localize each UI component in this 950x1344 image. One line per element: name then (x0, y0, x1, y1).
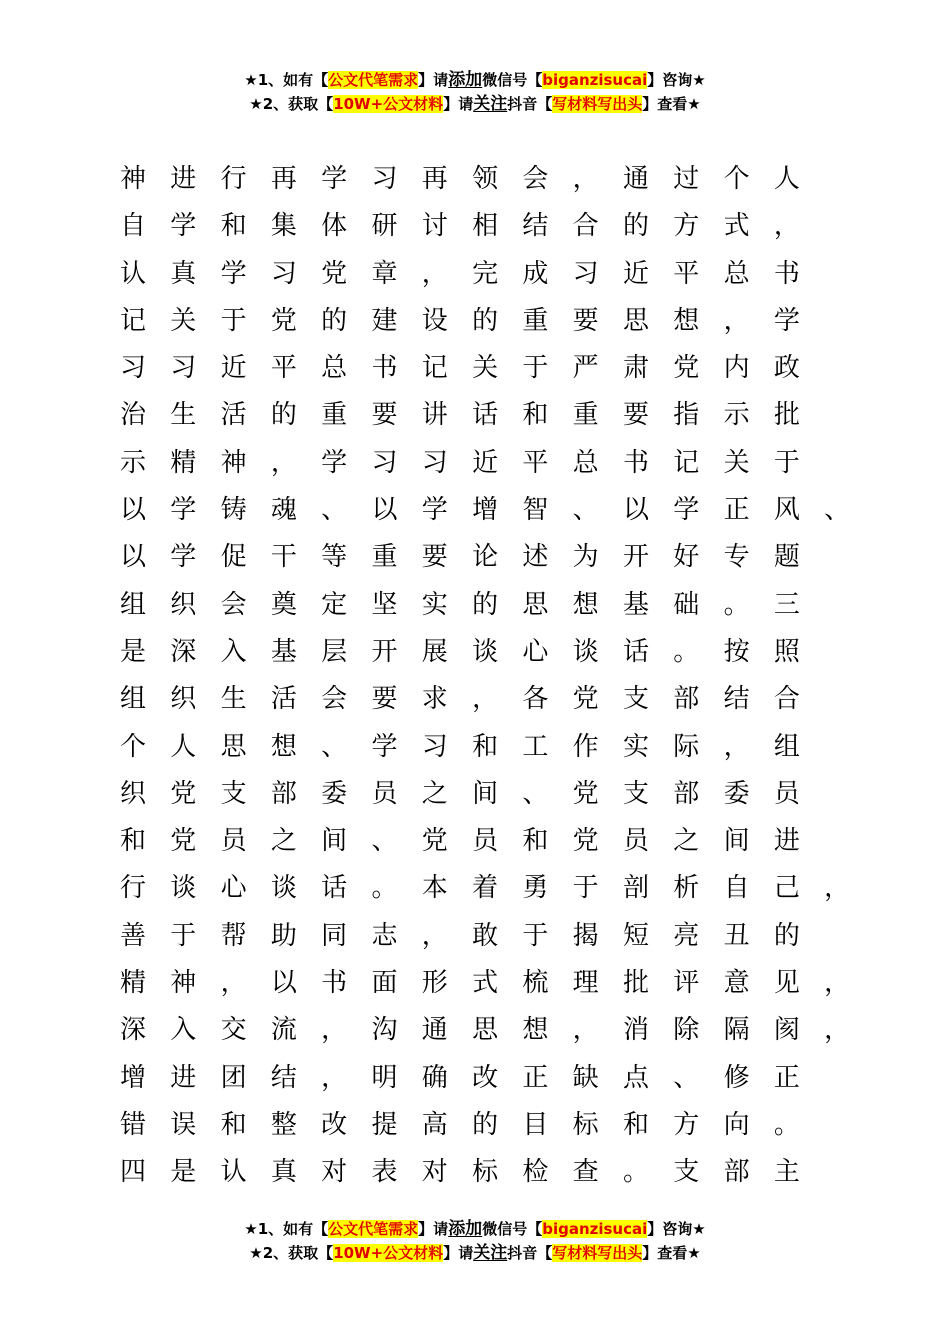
text-line: 记 关 于 党 的 建 设 的 重 要 思 想 ， 学 (119, 305, 800, 336)
text-line: 精 神 ， 以 书 面 形 式 梳 理 批 评 意 见 ， (119, 968, 851, 999)
promo-segment: 写材料写出头 (552, 95, 643, 113)
text-line: 四 是 认 真 对 表 对 标 检 查 。 支 部 主 (119, 1157, 800, 1188)
promo-line-1 (0, 1217, 950, 1241)
text-line: 以 学 铸 魂 、 以 学 增 智 、 以 学 正 风 、 (119, 495, 851, 526)
text-line: 深 入 交 流 ， 沟 通 思 想 ， 消 除 隔 阂 ， (119, 1015, 851, 1046)
text-line: 组 织 会 奠 定 坚 实 的 思 想 基 础 。 三 (119, 589, 800, 620)
promo-segment: 10W+公文材料 (333, 1244, 444, 1262)
promo-segment: 微信号【 (482, 71, 543, 89)
text-line: 个 人 思 想 、 学 习 和 工 作 实 际 ， 组 (119, 731, 800, 762)
text-line: 善 于 帮 助 同 志 ， 敢 于 揭 短 亮 丑 的 (119, 920, 800, 951)
promo-segment: 抖音【 (507, 95, 553, 113)
promo-segment: 公文代笔需求 (328, 1220, 419, 1238)
document-body (118, 156, 878, 1197)
promo-segment: 抖音【 (507, 1244, 553, 1262)
promo-segment: 添加 (448, 70, 483, 90)
text-line: 是 深 入 基 层 开 展 谈 心 谈 话 。 按 照 (119, 636, 800, 667)
promo-segment: 】请 (443, 95, 474, 113)
text-line: 以 学 促 干 等 重 要 论 述 为 开 好 专 题 (119, 542, 800, 573)
promo-segment: 关注 (473, 94, 508, 114)
text-line: 神 进 行 再 学 习 再 领 会 ， 通 过 个 人 (119, 164, 800, 194)
promo-segment: 】查看★ (642, 95, 701, 113)
text-line: 治 生 活 的 重 要 讲 话 和 重 要 指 示 批 (119, 400, 800, 431)
text-line: 自 学 和 集 体 研 讨 相 结 合 的 方 式 ， (119, 211, 800, 242)
promo-segment: biganzisucai (542, 1220, 648, 1238)
promo-line-2 (0, 92, 950, 116)
promo-segment: ★2、获取【 (249, 95, 334, 113)
text-line: 习 习 近 平 总 书 记 关 于 严 肃 党 内 政 (119, 353, 800, 384)
promo-banner-bottom (0, 1217, 950, 1265)
promo-segment: biganzisucai (542, 71, 648, 89)
text-line: 织 党 支 部 委 员 之 间 、 党 支 部 委 员 (119, 778, 800, 809)
promo-segment: 】请 (418, 1220, 449, 1238)
promo-segment: 微信号【 (482, 1220, 543, 1238)
promo-segment: 添加 (448, 1219, 483, 1239)
promo-segment: 10W+公文材料 (333, 95, 444, 113)
text-line: 示 精 神 ， 学 习 习 近 平 总 书 记 关 于 (119, 447, 800, 478)
promo-segment: 】请 (418, 71, 449, 89)
promo-segment: ★1、如有【 (244, 71, 329, 89)
promo-segment: 】咨询★ (647, 71, 706, 89)
promo-segment: 】查看★ (642, 1244, 701, 1262)
text-line: 和 党 员 之 间 、 党 员 和 党 员 之 间 进 (119, 826, 800, 857)
promo-segment: 】咨询★ (647, 1220, 706, 1238)
promo-segment: ★2、获取【 (249, 1244, 334, 1262)
promo-segment: 关注 (473, 1243, 508, 1263)
text-line: 行 谈 心 谈 话 。 本 着 勇 于 剖 析 自 己 ， (119, 873, 851, 904)
text-line: 组 织 生 活 会 要 求 ， 各 党 支 部 结 合 (119, 684, 800, 715)
text-line: 错 误 和 整 改 提 高 的 目 标 和 方 向 。 (119, 1109, 800, 1140)
promo-banner-top (0, 68, 950, 116)
text-line: 增 进 团 结 ， 明 确 改 正 缺 点 、 修 正 (119, 1062, 800, 1093)
promo-segment: 】请 (443, 1244, 474, 1262)
promo-line-2 (0, 1241, 950, 1265)
text-line: 认 真 学 习 党 章 ， 完 成 习 近 平 总 书 (119, 258, 800, 289)
promo-segment: 写材料写出头 (552, 1244, 643, 1262)
promo-segment: 公文代笔需求 (328, 71, 419, 89)
promo-segment: ★1、如有【 (244, 1220, 329, 1238)
promo-line-1 (0, 68, 950, 92)
